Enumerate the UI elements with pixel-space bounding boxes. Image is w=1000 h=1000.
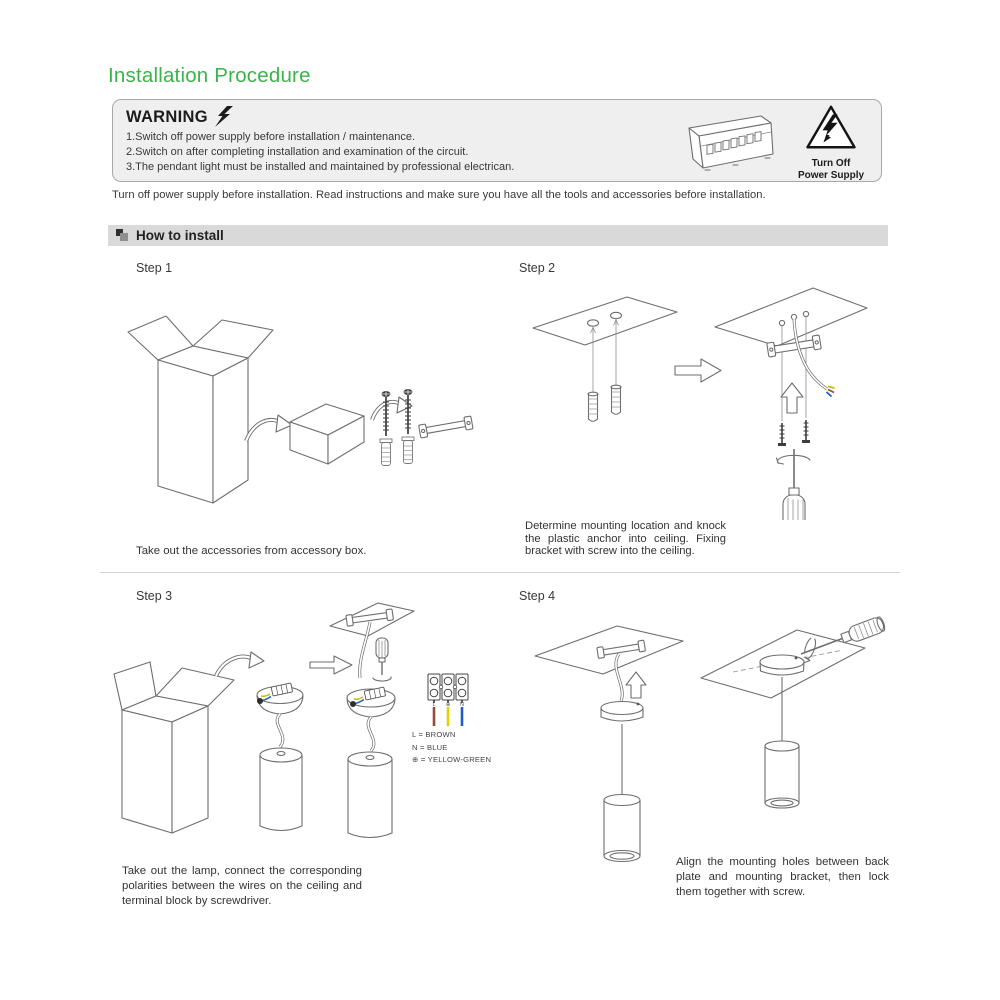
step-4-caption: Align the mounting holes between back plate and mounting bracket, then lock them together with screw.	[676, 856, 889, 898]
terminal-label-earth: ⊕	[445, 702, 451, 708]
section-title: How to install	[136, 228, 224, 243]
warning-items	[126, 130, 514, 175]
screw-illustration	[778, 423, 786, 446]
open-box-illustration	[114, 662, 234, 833]
step-3-label: Step 3	[136, 589, 173, 603]
legend-line-earth: ⊕ = YELLOW-GREEN	[412, 755, 492, 765]
ceiling-illustration	[330, 603, 414, 636]
step-4-illustration	[505, 598, 895, 868]
step-3-illustration	[108, 598, 508, 843]
breaker-box-illustration	[673, 106, 785, 178]
step-1-caption: Take out the accessories from accessory box.	[136, 545, 367, 557]
terminal-label-n: N	[460, 702, 464, 708]
arrow-right-icon	[310, 656, 352, 674]
section-squares-icon	[116, 229, 129, 242]
arrow-up-icon	[781, 383, 803, 413]
pendant-lamp-illustration	[765, 741, 799, 808]
arrow-right-icon	[675, 359, 721, 382]
pendant-lamp-illustration	[260, 748, 302, 831]
step-2-caption: Determine mounting location and knock the plastic anchor into ceiling. Fixing bracket with screw into the ceiling.	[525, 520, 726, 558]
screw-illustration	[802, 420, 810, 443]
curved-arrow-icon	[372, 397, 412, 420]
turn-off-power-supply	[785, 104, 877, 181]
pendant-lamp-illustration	[348, 752, 392, 838]
legend-line-l: L = BROWN	[412, 730, 456, 739]
step-3-caption: Take out the lamp, connect the corresponding polarities between the wires on the ceiling and terminal block by screwdriver.	[122, 865, 362, 907]
legend-line-n: N = BLUE	[412, 742, 448, 752]
warning-item: 3.The pendant light must be installed and maintained by professional electrican.	[126, 161, 515, 173]
warning-item: 1.Switch off power supply before installation / maintenance.	[126, 131, 416, 143]
accessory-box-illustration	[290, 404, 364, 464]
ceiling-illustration	[715, 288, 867, 346]
turn-off-label: Turn Off Power Supply	[797, 158, 865, 181]
row-divider	[100, 572, 900, 573]
page-title: Installation Procedure	[108, 64, 311, 87]
note-text: Turn off power supply before installation. Read instructions and make sure you have all the tools and accessories before installation.	[112, 189, 766, 201]
canopy-illustration	[257, 683, 303, 714]
high-voltage-warning-icon	[804, 104, 858, 151]
canopy-back-plate-illustration	[601, 702, 643, 722]
step-1-label: Step 1	[136, 261, 173, 275]
warning-item: 2.Switch on after completing installation and examination of the circuit.	[126, 146, 469, 158]
screwdriver-illustration	[777, 449, 811, 520]
section-header	[108, 225, 888, 246]
step-4-label: Step 4	[519, 589, 556, 603]
mounting-bracket-illustration	[419, 416, 473, 438]
warning-title: WARNING	[126, 107, 208, 126]
lamp-cord-illustration	[368, 717, 374, 751]
step-2-label: Step 2	[519, 261, 556, 275]
canopy-illustration	[347, 687, 395, 717]
ceiling-illustration	[535, 626, 683, 674]
step-1-illustration	[118, 288, 490, 538]
wiring-legend	[412, 729, 491, 767]
terminal-block-illustration	[428, 674, 468, 726]
lightning-icon	[214, 106, 234, 128]
curved-arrow-icon	[216, 652, 264, 676]
open-box-illustration	[128, 316, 273, 503]
step-2-illustration	[515, 282, 887, 520]
ceiling-illustration	[533, 297, 677, 345]
warning-box	[112, 99, 882, 182]
lamp-cord-illustration	[277, 714, 283, 747]
curved-arrow-icon	[246, 415, 292, 441]
screwdriver-illustration	[373, 638, 391, 681]
arrow-up-icon	[626, 672, 646, 698]
terminal-label-l: L	[432, 702, 436, 708]
pendant-lamp-illustration	[604, 795, 640, 862]
